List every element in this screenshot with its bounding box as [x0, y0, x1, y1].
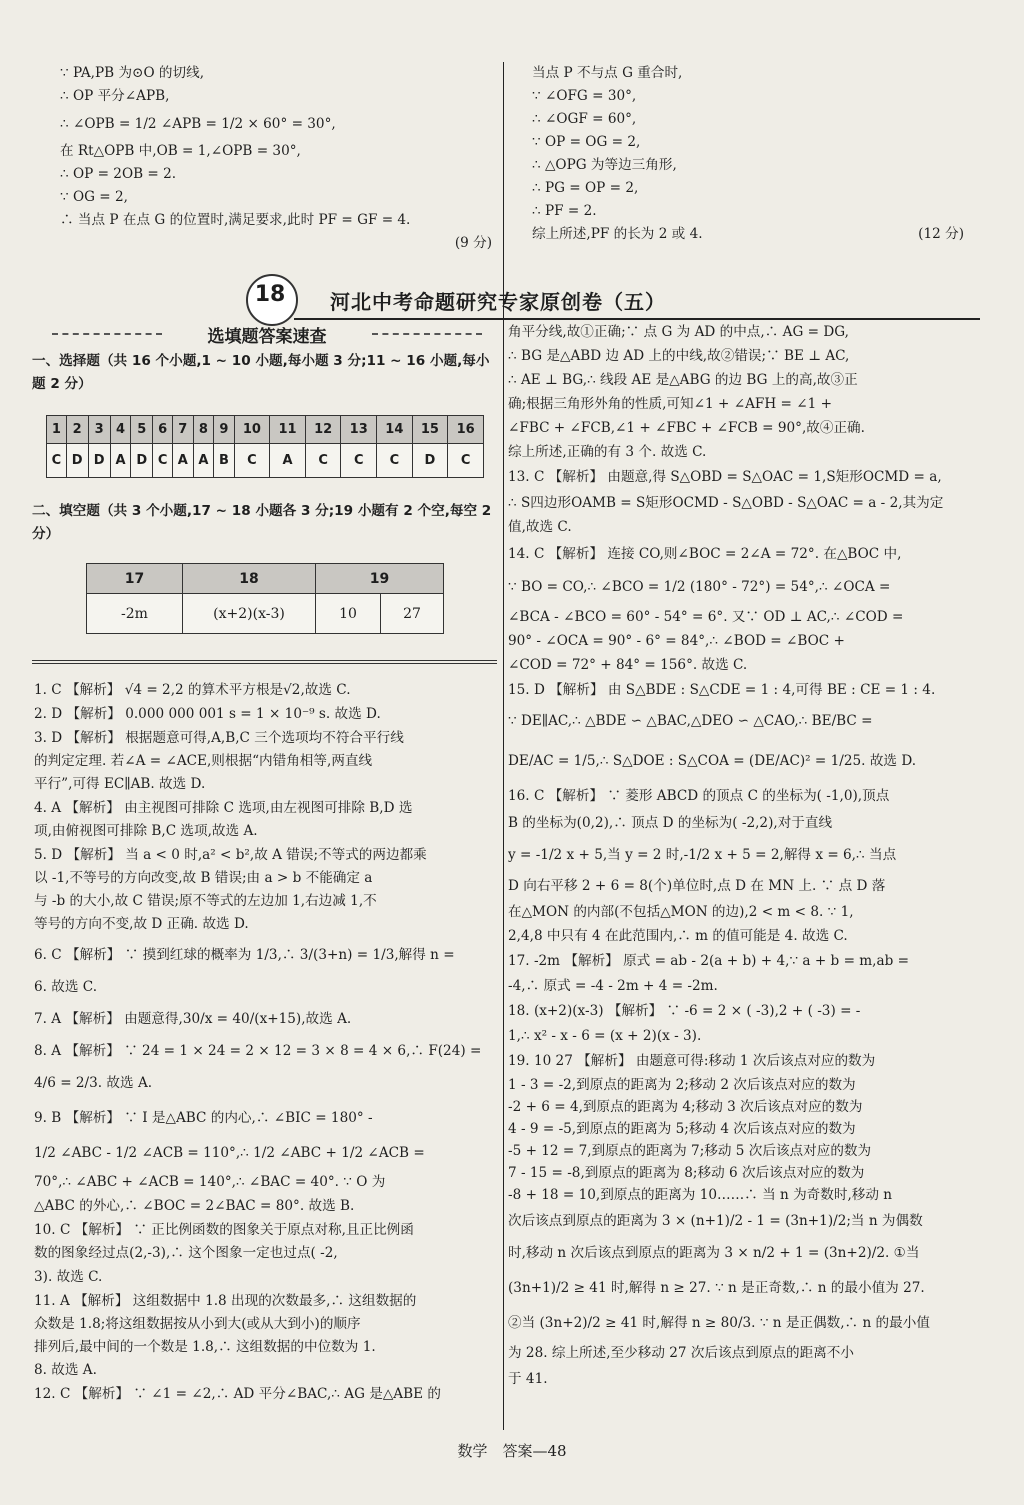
- fill-answer: 27: [381, 594, 444, 634]
- solution-line: 15. D 【解析】 由 S△BDE : S△CDE = 1 : 4,可得 BE : CE = 1 : 4.: [508, 682, 936, 698]
- solution-line: 8. A 【解析】 ∵ 24 = 1 × 24 = 2 × 12 = 3 × 8 = 4 × 6,∴ F(24) =: [34, 1043, 482, 1059]
- text-line: ∴ 当点 P 在点 G 的位置时,满足要求,此时 PF = GF = 4.: [60, 212, 411, 228]
- choice-number: 13: [341, 416, 377, 444]
- solution-line: 为 28. 综上所述,至少移动 27 次后该点到原点的距离不小: [508, 1345, 854, 1361]
- fill-header: 17: [87, 564, 183, 594]
- choice-number: 9: [214, 416, 234, 444]
- choice-number: 7: [172, 416, 193, 444]
- solution-line: 时,移动 n 次后该点到原点的距离为 3 × n/2 + 1 = (3n+2)/2. ①当: [508, 1245, 920, 1261]
- choice-answer: A: [110, 444, 131, 478]
- solution-line: -4,∴ 原式 = -4 - 2m + 4 = -2m.: [508, 978, 718, 994]
- text-line: ∵ ∠OFG = 30°,: [532, 88, 637, 104]
- section-fill-heading: 二、填空题（共 3 个小题,17 ~ 18 小题各 3 分;19 小题有 2 个空,每空 2 分）: [32, 503, 492, 542]
- choice-answer: D: [66, 444, 88, 478]
- solution-line: ∵ BO = CO,∴ ∠BCO = 1/2 (180° - 72°) = 54°,∴ ∠OCA =: [508, 579, 891, 595]
- choice-answer: C: [153, 444, 173, 478]
- paper-banner: [240, 274, 980, 324]
- solution-line: 9. B 【解析】 ∵ I 是△ABC 的内心,∴ ∠BIC = 180° -: [34, 1110, 373, 1126]
- text-line: ∴ PG = OP = 2,: [532, 180, 639, 196]
- solution-line: ∴ BG 是△ABD 边 AD 上的中线,故②错误;∵ BE ⊥ AC,: [508, 348, 850, 364]
- solution-line: 7 - 15 = -8,到原点的距离为 8;移动 6 次后该点对应的数为: [508, 1165, 865, 1181]
- fill-header: 18: [183, 564, 316, 594]
- fill-answer-table: [86, 563, 444, 634]
- solution-line: 10. C 【解析】 ∵ 正比例函数的图象关于原点对称,且正比例函: [34, 1222, 414, 1238]
- fill-header: 19: [316, 564, 444, 594]
- choice-number: 11: [270, 416, 306, 444]
- solution-line: 4/6 = 2/3. 故选 A.: [34, 1075, 153, 1091]
- solution-line: 1,∴ x² - x - 6 = (x + 2)(x - 3).: [508, 1028, 702, 1044]
- choice-number: 6: [153, 416, 173, 444]
- paper-title: 河北中考命题研究专家原创卷（五）: [330, 290, 666, 314]
- solution-line: 综上所述,正确的有 3 个. 故选 C.: [508, 444, 707, 460]
- section-choice-heading: 一、选择题（共 16 个小题,1 ~ 10 小题,每小题 3 分;11 ~ 16 小题,每小题 2 分）: [32, 353, 490, 392]
- solution-line: -5 + 12 = 7,到原点的距离为 7;移动 5 次后该点对应的数为: [508, 1143, 872, 1159]
- solution-line: (3n+1)/2 ≥ 41 时,解得 n ≥ 27. ∵ n 是正奇数,∴ n 的最小值为 27.: [508, 1280, 925, 1296]
- solution-line: 在△MON 的内部(不包括△MON 的边),2 < m < 8. ∵ 1,: [508, 904, 854, 920]
- solution-line: 4 - 9 = -5,到原点的距离为 5;移动 4 次后该点对应的数为: [508, 1121, 856, 1137]
- solution-line: 等号的方向不变,故 D 正确. 故选 D.: [34, 916, 249, 932]
- choice-number: 8: [193, 416, 214, 444]
- solution-line: 次后该点到原点的距离为 3 × (n+1)/2 - 1 = (3n+1)/2;当 n 为偶数: [508, 1213, 923, 1229]
- solution-line: 数的图象经过点(2,-3),∴ 这个图象一定也过点( -2,: [34, 1245, 338, 1261]
- page-footer: 数学 答案—48: [457, 1442, 567, 1460]
- choice-number: 16: [448, 416, 484, 444]
- choice-answer: C: [341, 444, 377, 478]
- solution-line: 于 41.: [508, 1371, 548, 1387]
- text-line: ∴ △OPG 为等边三角形,: [532, 157, 677, 173]
- top-left-block: [60, 62, 492, 255]
- solution-line: 众数是 1.8;将这组数据按从小到大(或从大到小)的顺序: [34, 1316, 361, 1332]
- choice-answer: A: [270, 444, 306, 478]
- solution-line: 确;根据三角形外角的性质,可知∠1 + ∠AFH = ∠1 +: [508, 396, 832, 412]
- solution-line: 7. A 【解析】 由题意得,30/x = 40/(x+15),故选 A.: [34, 1011, 352, 1027]
- text-line: ∴ ∠OPB = 1/2 ∠APB = 1/2 × 60° = 30°,: [60, 116, 336, 132]
- solution-line: 2,4,8 中只有 4 在此范围内,∴ m 的值可能是 4. 故选 C.: [508, 928, 848, 944]
- choice-answer: A: [193, 444, 214, 478]
- fill-answer: -2m: [87, 594, 183, 634]
- text-line: 当点 P 不与点 G 重合时,: [532, 65, 683, 81]
- choice-answer: C: [305, 444, 341, 478]
- solution-line: 项,由俯视图可排除 B,C 选项,故选 A.: [34, 823, 258, 839]
- fill-answer: 10: [316, 594, 381, 634]
- solution-line: 2. D 【解析】 0.000 000 001 s = 1 × 10⁻⁹ s. 故选 D.: [34, 706, 381, 722]
- solution-line: 以 -1,不等号的方向改变,故 B 错误;由 a > b 不能确定 a: [34, 870, 373, 886]
- choice-number: 10: [234, 416, 270, 444]
- solution-line: 1/2 ∠ABC - 1/2 ∠ACB = 110°,∴ 1/2 ∠ABC + 1/2 ∠ACB =: [34, 1145, 425, 1161]
- solution-line: 平行”,可得 EC∥AB. 故选 D.: [34, 776, 206, 792]
- solution-line: 18. (x+2)(x-3) 【解析】 ∵ -6 = 2 × ( -3),2 + ( -3) = -: [508, 1003, 861, 1019]
- choice-number: 4: [110, 416, 131, 444]
- solution-line: 14. C 【解析】 连接 CO,则∠BOC = 2∠A = 72°. 在△BOC 中,: [508, 546, 902, 562]
- choice-number: 3: [88, 416, 110, 444]
- solution-line: 1 - 3 = -2,到原点的距离为 2;移动 2 次后该点对应的数为: [508, 1077, 856, 1093]
- top-right-block: [532, 62, 964, 246]
- solution-line: D 向右平移 2 + 6 = 8(个)单位时,点 D 在 MN 上. ∵ 点 D 落: [508, 878, 886, 894]
- choice-number: 5: [131, 416, 153, 444]
- quick-answers-title: 选填题答案速查: [32, 322, 502, 346]
- text-line: ∴ ∠OGF = 60°,: [532, 111, 637, 127]
- fill-answer: (x+2)(x-3): [183, 594, 316, 634]
- solution-line: y = -1/2 x + 5,当 y = 2 时,-1/2 x + 5 = 2,解得 x = 6,∴ 当点: [508, 847, 897, 863]
- choice-number: 12: [305, 416, 341, 444]
- solution-line: 8. 故选 A.: [34, 1362, 97, 1378]
- solution-line: 排列后,最中间的一个数是 1.8,∴ 这组数据的中位数为 1.: [34, 1339, 376, 1355]
- choice-answer: C: [47, 444, 67, 478]
- section-divider: [32, 660, 497, 661]
- solution-line: 13. C 【解析】 由题意,得 S△OBD = S△OAC = 1,S矩形OCMD = a,: [508, 469, 942, 485]
- text-line: ∴ OP = 2OB = 2.: [60, 166, 177, 182]
- choice-answer-table: [46, 415, 484, 478]
- choice-answer: B: [214, 444, 234, 478]
- solution-line: 17. -2m 【解析】 原式 = ab - 2(a + b) + 4,∵ a + b = m,ab =: [508, 953, 910, 969]
- solution-line: ∠FBC + ∠FCB,∠1 + ∠FBC + ∠FCB = 90°,故④正确.: [508, 420, 865, 436]
- solution-line: -8 + 18 = 10,到原点的距离为 10……∴ 当 n 为奇数时,移动 n: [508, 1187, 893, 1203]
- text-line: ∵ PA,PB 为⊙O 的切线,: [60, 65, 205, 81]
- choice-answer: C: [377, 444, 413, 478]
- solution-line: ∴ AE ⊥ BG,∴ 线段 AE 是△ABG 的边 BG 上的高,故③正: [508, 372, 858, 388]
- section-divider: [32, 663, 497, 664]
- choice-number: 15: [412, 416, 448, 444]
- solution-line: 3). 故选 C.: [34, 1269, 103, 1285]
- solution-line: 角平分线,故①正确;∵ 点 G 为 AD 的中点,∴ AG = DG,: [508, 324, 849, 340]
- solution-line: 70°,∴ ∠ABC + ∠ACB = 140°,∴ ∠BAC = 40°. ∵ O 为: [34, 1174, 386, 1190]
- choice-answer: A: [172, 444, 193, 478]
- solution-line: 11. A 【解析】 这组数据中 1.8 出现的次数最多,∴ 这组数据的: [34, 1293, 417, 1309]
- text-line: ∴ PF = 2.: [532, 203, 597, 219]
- choice-answer: D: [88, 444, 110, 478]
- solution-line: -2 + 6 = 4,到原点的距离为 4;移动 3 次后该点对应的数为: [508, 1099, 863, 1115]
- solution-line: ∠BCA - ∠BCO = 60° - 54° = 6°. 又∵ OD ⊥ AC,∴ ∠COD =: [508, 609, 904, 625]
- solution-line: ∵ DE∥AC,∴ △BDE ∽ △BAC,△DEO ∽ △CAO,∴ BE/BC =: [508, 713, 873, 729]
- solution-line: 4. A 【解析】 由主视图可排除 C 选项,由左视图可排除 B,D 选: [34, 800, 413, 816]
- solution-line: △ABC 的外心,∴ ∠BOC = 2∠BAC = 80°. 故选 B.: [34, 1198, 355, 1214]
- solution-line: 12. C 【解析】 ∵ ∠1 = ∠2,∴ AD 平分∠BAC,∴ AG 是△ABE 的: [34, 1386, 441, 1402]
- solution-line: 6. 故选 C.: [34, 979, 98, 995]
- solution-line: DE/AC = 1/5,∴ S△DOE : S△COA = (DE/AC)² = 1/25. 故选 D.: [508, 753, 917, 769]
- left-solutions: [34, 678, 496, 1406]
- solution-line: 1. C 【解析】 √4 = 2,2 的算术平方根是√2,故选 C.: [34, 682, 351, 698]
- text-line: ∵ OG = 2,: [60, 189, 128, 205]
- text-line: ∴ OP 平分∠APB,: [60, 88, 170, 104]
- solution-line: 的判定定理. 若∠A = ∠ACE,则根据“内错角相等,两直线: [34, 753, 373, 769]
- solution-line: ∠COD = 72° + 84° = 156°. 故选 C.: [508, 657, 748, 673]
- text-line: 综上所述,PF 的长为 2 或 4.: [532, 226, 703, 242]
- solution-line: 3. D 【解析】 根据题意可得,A,B,C 三个选项均不符合平行线: [34, 730, 404, 746]
- score-label: (9 分): [454, 235, 492, 251]
- solution-line: 值,故选 C.: [508, 519, 572, 535]
- solution-line: 与 -b 的大小,故 C 错误;原不等式的左边加 1,右边减 1,不: [34, 893, 377, 909]
- choice-answer: C: [448, 444, 484, 478]
- column-divider: [503, 62, 504, 1430]
- choice-number: 2: [66, 416, 88, 444]
- choice-answer: C: [234, 444, 270, 478]
- solution-line: 19. 10 27 【解析】 由题意可得:移动 1 次后该点对应的数为: [508, 1053, 876, 1069]
- solution-line: 90° - ∠OCA = 90° - 6° = 84°,∴ ∠BOD = ∠BOC +: [508, 633, 845, 649]
- choice-number: 1: [47, 416, 67, 444]
- choice-number: 14: [377, 416, 413, 444]
- text-line: 在 Rt△OPB 中,OB = 1,∠OPB = 30°,: [60, 143, 301, 159]
- solution-line: ∴ S四边形OAMB = S矩形OCMD - S△OBD - S△OAC = a - 2,其为定: [508, 495, 944, 511]
- paper-number: 18: [254, 282, 286, 307]
- solution-line: 16. C 【解析】 ∵ 菱形 ABCD 的顶点 C 的坐标为( -1,0),顶点: [508, 788, 890, 804]
- solution-line: 6. C 【解析】 ∵ 摸到红球的概率为 1/3,∴ 3/(3+n) = 1/3,解得 n =: [34, 947, 455, 963]
- text-line: ∵ OP = OG = 2,: [532, 134, 641, 150]
- solution-line: 5. D 【解析】 当 a < 0 时,a² < b²,故 A 错误;不等式的两边都乘: [34, 847, 427, 863]
- right-solutions: [508, 320, 970, 1392]
- choice-answer: D: [412, 444, 448, 478]
- choice-answer: D: [131, 444, 153, 478]
- score-label: (12 分): [918, 226, 964, 242]
- solution-line: B 的坐标为(0,2),∴ 顶点 D 的坐标为( -2,2),对于直线: [508, 815, 833, 831]
- solution-line: ②当 (3n+2)/2 ≥ 41 时,解得 n ≥ 80/3. ∵ n 是正偶数,∴ n 的最小值: [508, 1315, 930, 1331]
